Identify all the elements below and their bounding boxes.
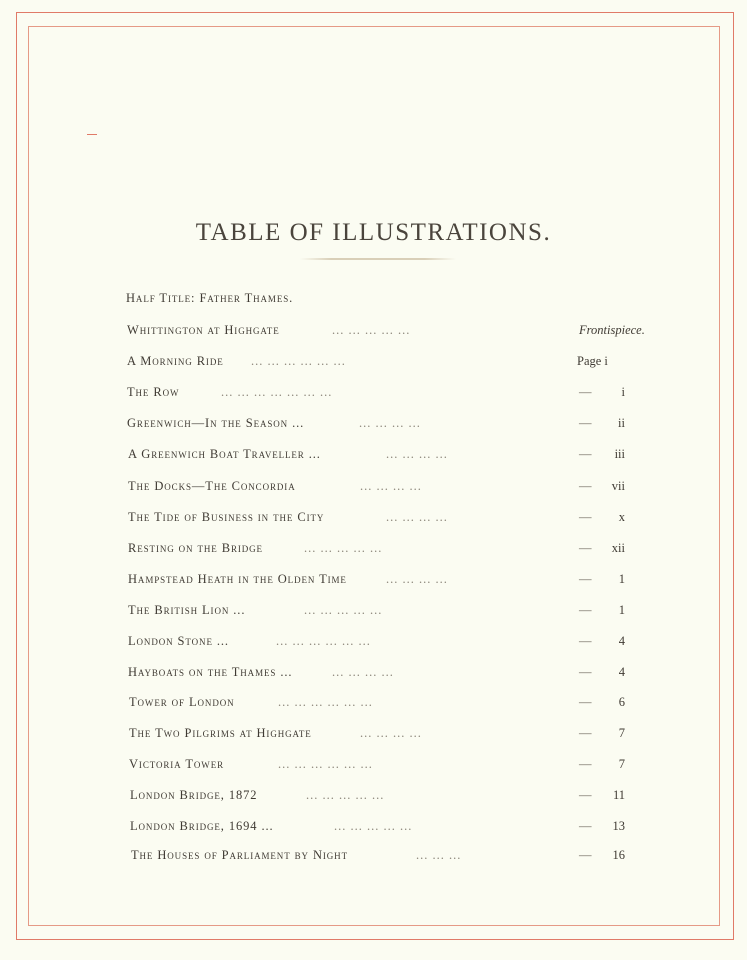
leader-dots: ... ... ... ... xyxy=(386,447,448,461)
entry-label: Hayboats on the Thames ... xyxy=(128,665,293,679)
entry-label: London Bridge, 1694 ... xyxy=(130,819,274,833)
entry-label: The Two Pilgrims at Highgate xyxy=(129,726,312,740)
leader-dots: ... ... ... ... xyxy=(386,510,448,524)
leader-dots: ... ... ... ... xyxy=(359,416,421,430)
leader-dots: ... ... ... ... xyxy=(360,479,422,493)
leader-dots: ... ... ... ... xyxy=(386,572,448,586)
entry-page: i xyxy=(621,385,625,399)
entry-label: London Bridge, 1872 xyxy=(130,788,258,802)
leader-dots: ... ... ... ... ... ... ... xyxy=(221,385,333,399)
entry-page: Page i xyxy=(577,354,608,368)
leader-dots: ... ... ... ... ... xyxy=(332,323,411,337)
entry-dash: — xyxy=(579,634,592,648)
entry-page: 4 xyxy=(618,634,625,648)
leader-dots: ... ... ... ... ... ... xyxy=(278,695,373,709)
entry-page: x xyxy=(618,510,625,524)
entry-dash: — xyxy=(579,757,592,771)
entry-label: Whittington at Highgate xyxy=(127,323,280,337)
leader-dots: ... ... ... ... ... xyxy=(304,603,383,617)
entry-dash: — xyxy=(579,603,592,617)
entry-label: A Morning Ride xyxy=(127,354,224,368)
entry-page: 16 xyxy=(612,848,625,862)
entry-page: 6 xyxy=(618,695,625,709)
leader-dots: ... ... ... ... ... ... xyxy=(276,634,371,648)
entry-page: 1 xyxy=(618,603,625,617)
entry-label: A Greenwich Boat Traveller ... xyxy=(128,447,321,461)
entry-dash: — xyxy=(579,726,592,740)
entry-label: Half Title: Father Thames. xyxy=(126,291,294,305)
entry-label: London Stone ... xyxy=(128,634,229,648)
leader-dots: ... ... ... ... xyxy=(332,665,394,679)
entry-label: The Docks—The Concordia xyxy=(128,479,296,493)
entry-page: Frontispiece. xyxy=(579,323,645,337)
entry-label: The Houses of Parliament by Night xyxy=(131,848,348,862)
entry-dash: — xyxy=(579,572,592,586)
leader-dots: ... ... ... ... ... ... xyxy=(278,757,373,771)
entry-dash: — xyxy=(579,416,592,430)
entry-page: iii xyxy=(614,447,625,461)
leader-dots: ... ... ... ... ... xyxy=(304,541,383,555)
entry-dash: — xyxy=(579,479,592,493)
entry-dash: — xyxy=(579,665,592,679)
entry-dash: — xyxy=(579,385,592,399)
entry-page: 7 xyxy=(618,757,625,771)
entry-page: 1 xyxy=(618,572,625,586)
entry-page: 13 xyxy=(612,819,625,833)
leader-dots: ... ... ... ... ... xyxy=(334,819,413,833)
entry-page: vii xyxy=(611,479,625,493)
entry-page: 7 xyxy=(618,726,625,740)
entry-dash: — xyxy=(579,819,592,833)
entry-dash: — xyxy=(579,447,592,461)
entry-dash: — xyxy=(579,541,592,555)
entry-label: The Row xyxy=(127,385,180,399)
entry-label: The British Lion ... xyxy=(128,603,246,617)
entry-dash: — xyxy=(579,788,592,802)
leader-dots: ... ... ... ... ... xyxy=(306,788,385,802)
page-title: TABLE OF ILLUSTRATIONS. xyxy=(195,218,552,246)
entry-label: Resting on the Bridge xyxy=(128,541,263,555)
entry-dash: — xyxy=(579,510,592,524)
entry-page: xii xyxy=(611,541,625,555)
entry-page: 4 xyxy=(618,665,625,679)
entry-label: Victoria Tower xyxy=(129,757,224,771)
entry-label: Tower of London xyxy=(129,695,235,709)
entry-label: Greenwich—In the Season ... xyxy=(127,416,305,430)
entry-dash: — xyxy=(579,848,592,862)
leader-dots: ... ... ... xyxy=(416,848,462,862)
entry-page: ii xyxy=(618,416,625,430)
entry-dash: — xyxy=(579,695,592,709)
leader-dots: ... ... ... ... xyxy=(360,726,422,740)
entry-label: The Tide of Business in the City xyxy=(128,510,325,524)
leader-dots: ... ... ... ... ... ... xyxy=(251,354,346,368)
entry-page: 11 xyxy=(612,788,625,802)
entry-label: Hampstead Heath in the Olden Time xyxy=(128,572,347,586)
